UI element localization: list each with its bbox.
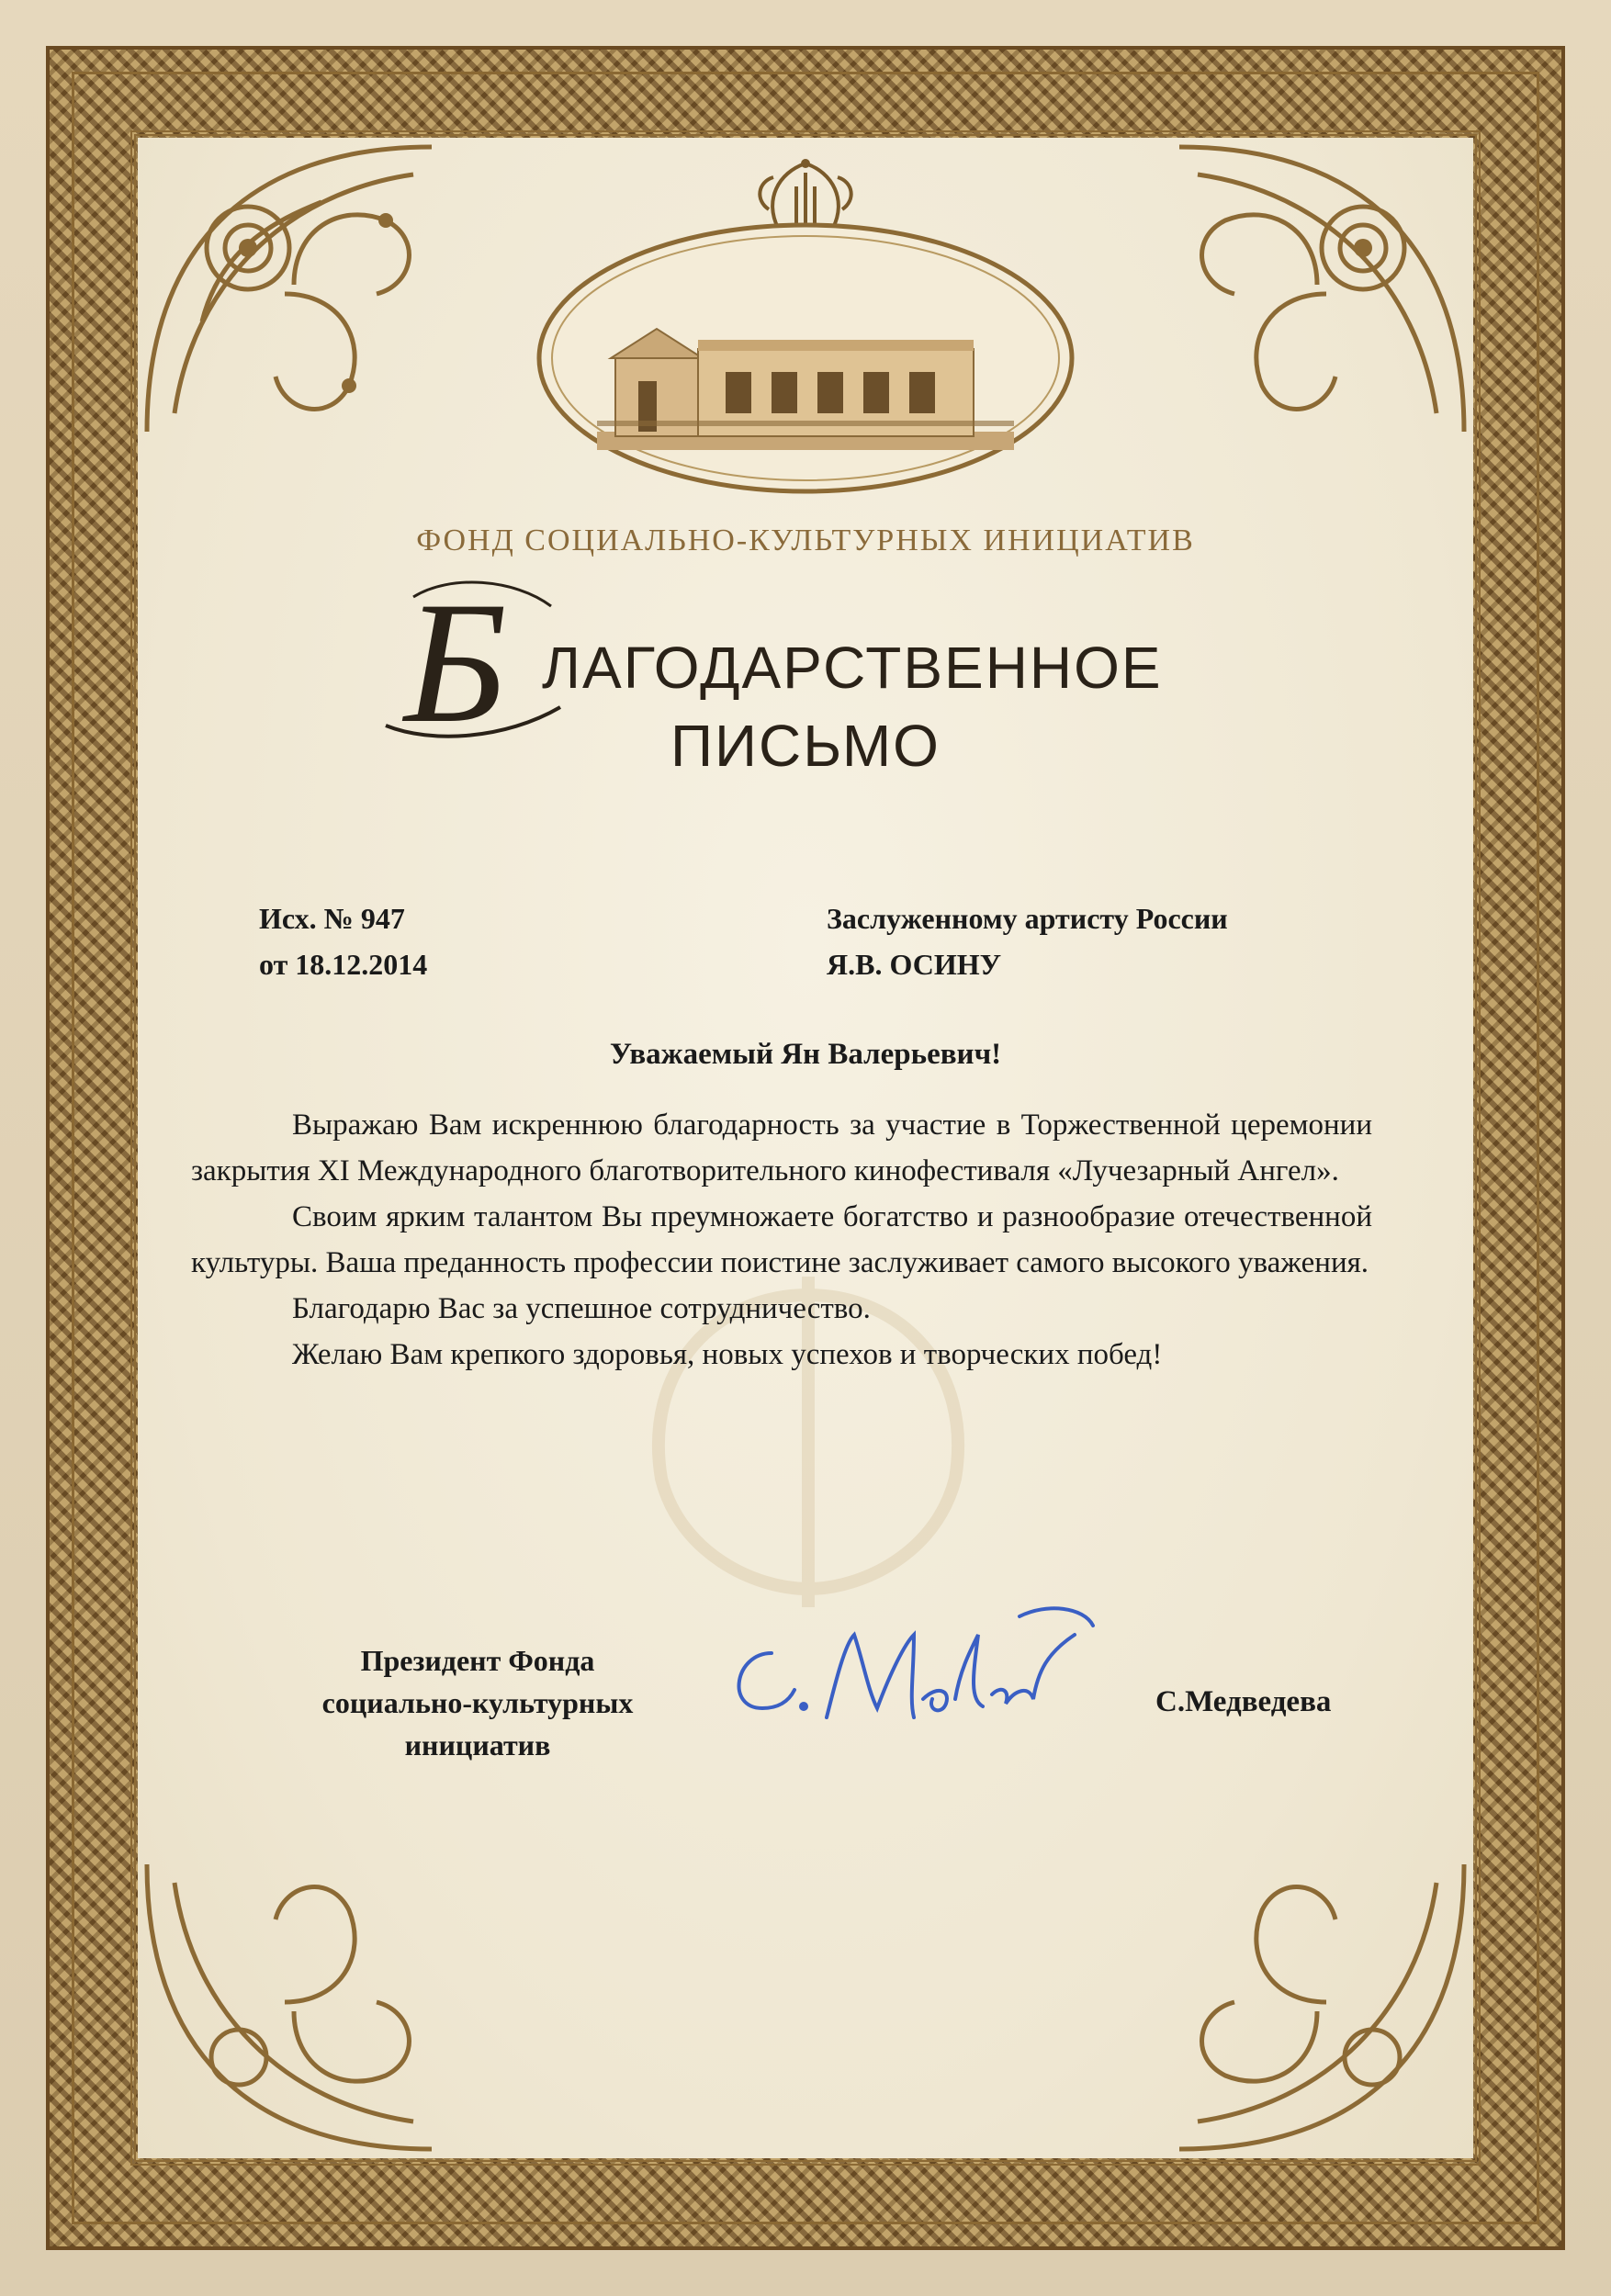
- building-illustration: [597, 303, 1014, 464]
- body-paragraph: Выражаю Вам искреннюю благодарность за участие в Торжественной церемонии закрытия XI Международного благотворительного кинофестиваля «Лучезарный Ангел».: [191, 1109, 1372, 1187]
- ornament-corner-icon: [138, 138, 441, 441]
- foundation-name: ФОНД СОЦИАЛЬНО-КУЛЬТУРНЫХ ИНИЦИАТИВ: [416, 523, 1195, 557]
- title-line-2: ПИСЬМО: [670, 713, 941, 779]
- reference-number: Исх. № 947: [259, 902, 405, 935]
- title-line-1: ЛАГОДАРСТВЕННОЕ: [542, 635, 1163, 701]
- addressee-line-2: Я.В. ОСИНУ: [827, 948, 1002, 981]
- body-paragraph: Своим ярким талантом Вы преумножаете богатство и разнообразие отечественной культуры. Ваша преданность профессии поистине заслуживает самого высокого уважения.: [191, 1200, 1372, 1279]
- signatory-name: С.Медведева: [1155, 1685, 1332, 1718]
- handwritten-signature: [716, 1598, 1102, 1745]
- body-paragraph: Благодарю Вас за успешное сотрудничество.: [292, 1292, 871, 1325]
- addressee-block: [827, 895, 1228, 987]
- body-paragraph: Желаю Вам крепкого здоровья, новых успехов и творческих побед!: [292, 1338, 1163, 1371]
- signatory-title-line-3: инициатив: [404, 1728, 551, 1761]
- signatory-title-line-1: Президент Фонда: [360, 1644, 595, 1677]
- signatory-title: [276, 1639, 680, 1766]
- salutation: Уважаемый Ян Валерьевич!: [609, 1038, 1002, 1071]
- ornament-corner-icon: [1170, 1855, 1473, 2158]
- signatory-title-line-2: социально-культурных: [321, 1686, 634, 1719]
- title-initial-text: Б: [404, 569, 508, 753]
- ornament-corner-icon: [138, 1855, 441, 2158]
- reference-date: от 18.12.2014: [259, 948, 428, 981]
- letter-body: [191, 1102, 1372, 1378]
- addressee-line-1: Заслуженному артисту России: [827, 902, 1228, 935]
- ornament-corner-icon: [1170, 138, 1473, 441]
- reference-block: [259, 895, 427, 987]
